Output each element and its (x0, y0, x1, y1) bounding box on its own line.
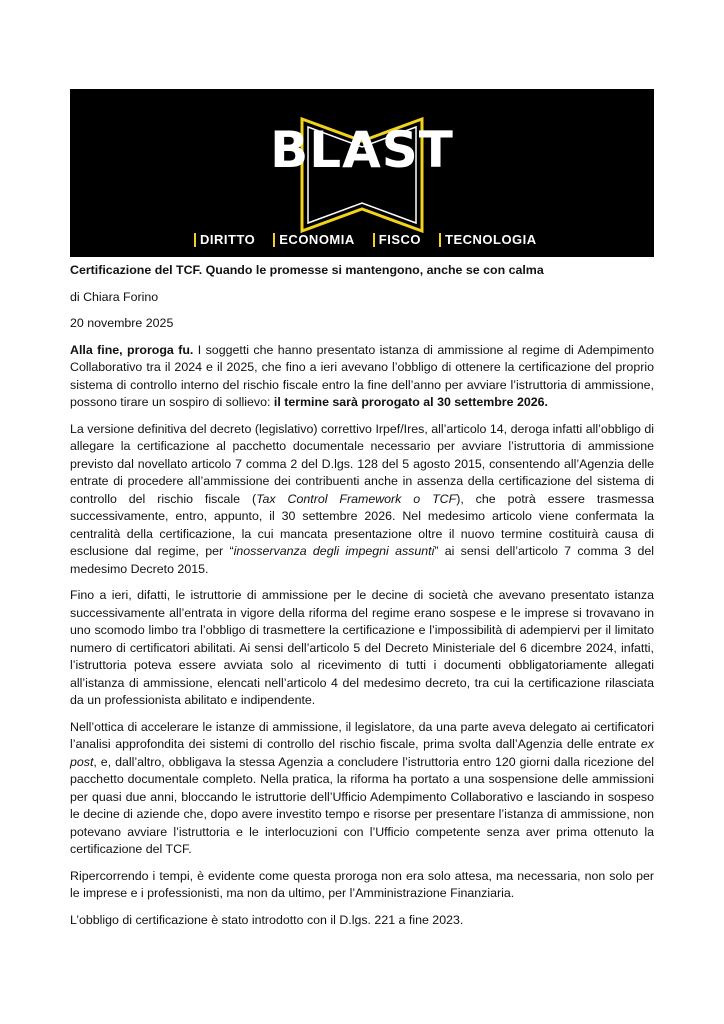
p2-part-a: La versione definitiva del decreto (legislativo) correttivo Irpef/Ires, all’articolo 14, deroga infatti all’obbligo di allegare la certificazione al pacchetto documentale necessario per avviare l’istruttoria di ammissione previsto dal novellato articolo 7 comma 2 del D.lgs. 128 del 5 agosto 2015, consentendo all’Agenzia delle entrate di procedere all’ammissione dei contribuenti anche in assenza della certificazione del sistema di controllo del rischio fiscale ( (70, 421, 654, 506)
p4-italic: ex post (70, 737, 654, 769)
paragraph-6: L’obbligo di certificazione è stato introdotto con il D.lgs. 221 a fine 2023. (70, 912, 464, 927)
p1-highlight: il termine sarà prorogato al 30 settembre 2026. (273, 395, 548, 409)
director-name: DARIO DEOTTO (370, 296, 444, 305)
lead-text: Alla fine, proroga fu. (70, 342, 194, 357)
category-diritto[interactable]: DIRITTO (194, 233, 255, 247)
article-date: 20 novembre 2025 (70, 316, 174, 330)
director-label: direttore (376, 289, 403, 295)
p2-part-c: ” ai sensi dell’articolo 7 comma 3 del medesimo Decreto 2015. (70, 544, 654, 576)
paragraph-3: Fino a ieri, difatti, le istruttorie di ammissione per le decine di società che avevano presentato istanza successivamente all’entrata in vigore della riforma del regime erano sospese e le imprese si trovavano in uno scomodo limbo tra l’obbligo di trasmettere la certificazione e l’impossibilità di adempiervi per il limitato numero di certificatori abilitati. Ai sensi dell’articolo 5 del Decreto Ministeriale del 6 dicembre 2024, infatti, l’istruttoria poteva essere avviata solo al ricevimento di tutti i documenti obbligatoriamente allegati all’istanza di ammissione, elencati nell’articolo 4 del medesimo decreto, tra cui la certificazione rilasciata da un professionista abilitato e indipendente. (70, 588, 654, 707)
category-economia[interactable]: ECONOMIA (273, 233, 355, 247)
p2-part-b: ), che potrà essere trasmessa successivamente, entro, appunto, il 30 settembre 2026. Nel medesimo articolo viene confermata la centralità della certificazione, la cui mancata presentazione oltre il nuovo termine costituirà causa di esclusione dal regime, per “ (70, 491, 654, 558)
p2-italic-tcf: Tax Control Framework o TCF (256, 491, 457, 506)
p2-italic-quote: inosservanza degli impegni assunti (233, 544, 435, 558)
category-tecnologia[interactable]: TECNOLOGIA (439, 233, 537, 247)
article-author: di Chiara Forino (70, 289, 159, 304)
paragraph-2 (70, 421, 654, 579)
logo: BLAST (270, 121, 454, 179)
category-fisco[interactable]: FISCO (373, 233, 421, 247)
p4-part-b: , e, dall’altro, obbligava la stessa Agenzia a concludere l’istruttoria entro 120 giorni dalla ricezione del pacchetto documentale completo. Nella pratica, la riforma ha portato a una sospensione delle ammissioni per quasi due anni, bloccando le istruttorie dell’Ufficio Adempimento Collaborativo e lasciando in sospeso le decine di aziende che, dopo avere investito tempo e risorse per presentare l’istanza di ammissione, non potevano avviare l’istruttoria e le interlocuzioni con l’Ufficio competente senza aver prima ottenuto la certificazione del TCF. (70, 754, 654, 856)
category-bar (194, 233, 555, 247)
article (70, 262, 654, 938)
paragraph-4 (70, 719, 654, 859)
p1-body: I soggetti che hanno presentato istanza di ammissione al regime di Adempimento Collaborativo tra il 2024 e il 2025, che fino a ieri avevano l’obbligo di ottenere la certificazione del proprio sistema di controllo interno del rischio fiscale entro la fine dell’anno per avviare l’istruttoria di ammissione, possono tirare un sospiro di sollievo: (70, 342, 654, 409)
article-title: Certificazione del TCF. Quando le promesse si mantengono, anche se con calma (70, 263, 544, 277)
p4-part-a: Nell’ottica di accelerare le istanze di ammissione, il legislatore, da una parte aveva delegato ai certificatori l’analisi approfondita dei sistemi di controllo del rischio fiscale, prima svolta dall’Agenzia delle entrate (70, 719, 654, 751)
paragraph-5: Ripercorrendo i tempi, è evidente come questa proroga non era solo attesa, ma necessaria, non solo per le imprese e i professionisti, ma non da ultimo, per l’Amministrazione Finanziaria. (70, 868, 654, 900)
paragraph-1 (70, 342, 654, 412)
